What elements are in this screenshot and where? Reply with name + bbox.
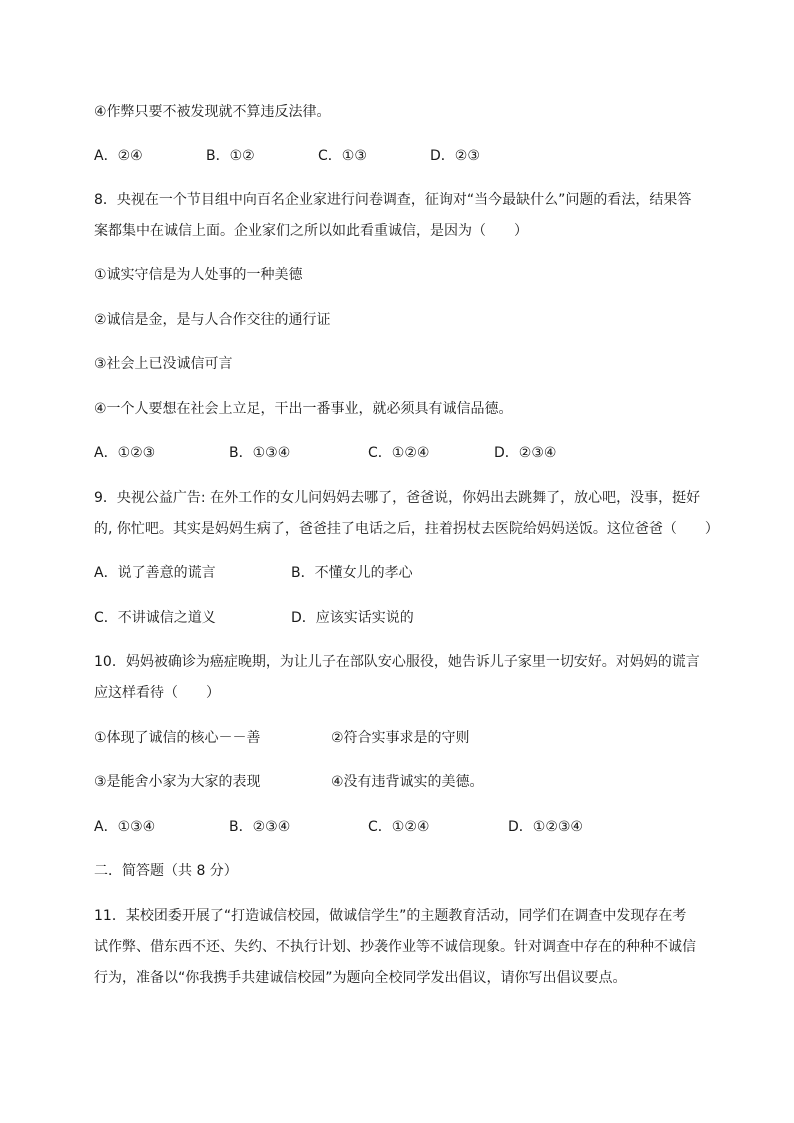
q9-option-d[interactable]: D．应该实话实说的: [291, 610, 414, 626]
q10-stem-line-2: 应这样看待（ ）: [94, 685, 220, 701]
q8-statement-4: ④一个人要想在社会上立足，干出一番事业，就必须具有诚信品德。: [94, 401, 513, 417]
q10-statement-3: ③是能舍小家为大家的表现: [94, 774, 261, 790]
q10-option-b[interactable]: B．②③④: [229, 819, 291, 835]
q10-statement-4: ④没有违背诚实的美德。: [331, 774, 484, 790]
q11-stem-line-1: 11．某校团委开展了“打造诚信校园，做诚信学生”的主题教育活动，同学们在调查中发现存在考: [94, 908, 687, 924]
q9-stem-line-2: 的, 你忙吧。其实是妈妈生病了，爸爸挂了电话之后，拄着拐杖去医院给妈妈送饭。这位爸爸（ ）: [94, 521, 719, 537]
q7-statement-4: ④作弊只要不被发现就不算违反法律。: [94, 104, 331, 120]
q8-statement-2: ②诚信是金，是与人合作交往的通行证: [94, 312, 331, 328]
q10-statement-1: ①体现了诚信的核心－－善: [94, 730, 261, 746]
q9-option-b[interactable]: B．不懂女儿的孝心: [291, 565, 413, 581]
q8-option-c[interactable]: C．①②④: [368, 445, 430, 461]
q10-option-a[interactable]: A．①③④: [94, 819, 156, 835]
q8-option-a[interactable]: A．①②③: [94, 445, 156, 461]
q8-option-b[interactable]: B．①③④: [229, 445, 291, 461]
q7-option-c[interactable]: C．①③: [318, 148, 367, 164]
q8-stem-line-2: 案都集中在诚信上面。企业家们之所以如此看重诚信，是因为（ ）: [94, 223, 528, 239]
q9-option-a[interactable]: A．说了善意的谎言: [94, 565, 216, 581]
q10-stem-line-1: 10．妈妈被确诊为癌症晚期，为让儿子在部队安心服役，她告诉儿子家里一切安好。对妈妈的谎言: [94, 654, 700, 670]
q8-option-d[interactable]: D．②③④: [494, 445, 557, 461]
q8-stem-line-1: 8．央视在一个节目组中向百名企业家进行问卷调查，征询对“当今最缺什么”问题的看法，结果答: [94, 192, 692, 208]
q10-option-d[interactable]: D．①②③④: [508, 819, 583, 835]
q9-option-c[interactable]: C．不讲诚信之道义: [94, 610, 216, 626]
q8-statement-1: ①诚实守信是为人处事的一种美德: [94, 267, 303, 283]
q7-option-a[interactable]: A．②④: [94, 148, 143, 164]
q7-option-b[interactable]: B．①②: [206, 148, 255, 164]
q10-statement-2: ②符合实事求是的守则: [331, 730, 470, 746]
q7-option-d[interactable]: D．②③: [430, 148, 480, 164]
section-heading: 二．简答题（共 8 分）: [94, 863, 238, 879]
q9-stem-line-1: 9．央视公益广告: 在外工作的女儿问妈妈去哪了，爸爸说，你妈出去跳舞了，放心吧，没事，挺好: [94, 490, 701, 506]
q10-option-c[interactable]: C．①②④: [368, 819, 430, 835]
q11-stem-line-2: 试作弊、借东西不还、失约、不执行计划、抄袭作业等不诚信现象。针对调查中存在的种种不诚信: [94, 939, 696, 955]
q8-statement-3: ③社会上已没诚信可言: [94, 356, 233, 372]
q11-stem-line-3: 行为，准备以“你我携手共建诚信校园”为题向全校同学发出倡议，请你写出倡议要点。: [94, 970, 627, 986]
